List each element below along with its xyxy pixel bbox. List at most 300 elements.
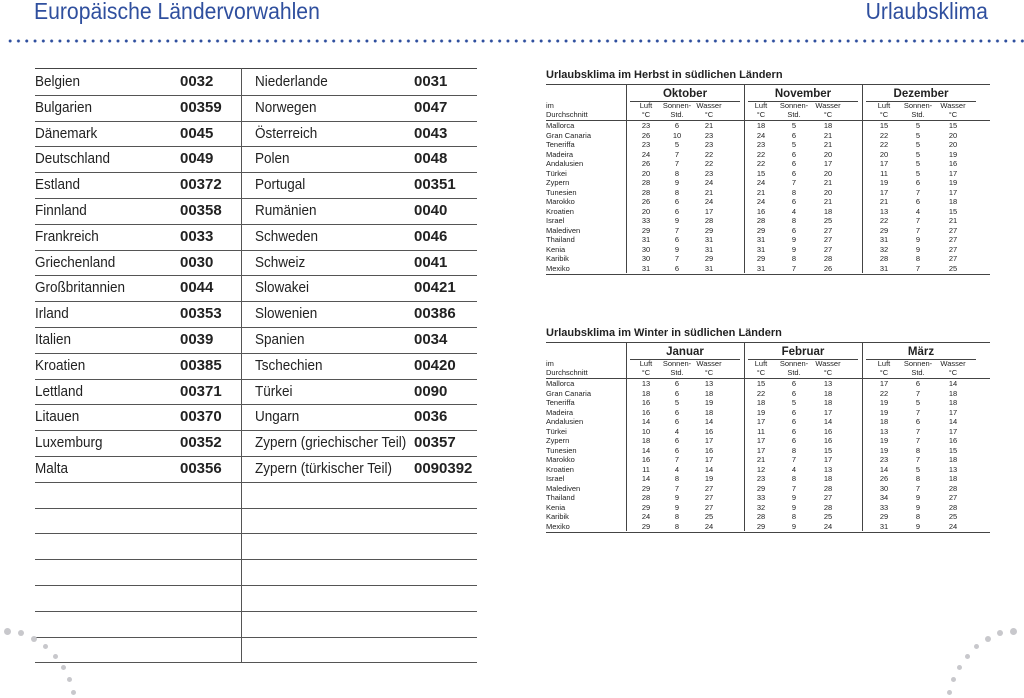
climate-value: 15 bbox=[879, 121, 889, 130]
climate-value: 15 bbox=[948, 445, 958, 455]
month-header: November bbox=[774, 88, 832, 100]
table-row bbox=[546, 389, 990, 399]
country-name: Türkei bbox=[255, 382, 293, 400]
climate-value: 28 bbox=[641, 187, 651, 197]
destination-name: Kroatien bbox=[546, 464, 574, 474]
table-row bbox=[35, 327, 477, 354]
subheader-unit: °C bbox=[704, 109, 714, 119]
destination-name: Mallorca bbox=[546, 121, 575, 130]
destination-name: Madeira bbox=[546, 407, 574, 417]
climate-value: 24 bbox=[756, 197, 766, 206]
destination-name: Marokko bbox=[546, 455, 575, 464]
subheader-unit: °C bbox=[823, 367, 833, 377]
climate-value: 17 bbox=[948, 168, 958, 178]
country-name: Luxemburg bbox=[35, 434, 103, 452]
table-row bbox=[546, 159, 990, 169]
climate-value: 6 bbox=[674, 263, 680, 273]
column-subheader bbox=[690, 360, 728, 377]
table-row bbox=[546, 455, 990, 465]
climate-value: 20 bbox=[948, 140, 958, 149]
climate-value: 6 bbox=[791, 417, 797, 426]
climate-value: 13 bbox=[641, 379, 651, 388]
subheader-line: Luft bbox=[639, 359, 653, 368]
climate-table-autumn bbox=[546, 69, 990, 279]
climate-value: 4 bbox=[674, 426, 680, 436]
climate-value: 25 bbox=[948, 512, 958, 521]
column-subheader bbox=[775, 102, 813, 119]
table-row bbox=[35, 482, 477, 509]
climate-value: 6 bbox=[915, 178, 921, 187]
climate-value: 17 bbox=[948, 426, 958, 436]
climate-value: 13 bbox=[823, 379, 833, 388]
climate-value: 6 bbox=[791, 168, 797, 178]
month-header: Dezember bbox=[893, 88, 949, 100]
climate-value: 18 bbox=[879, 417, 889, 426]
climate-value: 15 bbox=[823, 445, 833, 455]
subheader-unit: Std. bbox=[787, 367, 801, 377]
climate-value: 27 bbox=[948, 235, 958, 244]
climate-value: 18 bbox=[948, 388, 958, 398]
climate-value: 5 bbox=[915, 159, 921, 168]
climate-value: 14 bbox=[641, 417, 651, 426]
climate-value: 6 bbox=[791, 426, 797, 436]
climate-value: 6 bbox=[674, 121, 680, 130]
table-row bbox=[35, 508, 477, 535]
climate-value: 19 bbox=[879, 407, 889, 417]
climate-value: 21 bbox=[756, 455, 766, 464]
climate-value: 18 bbox=[641, 388, 651, 398]
climate-value: 16 bbox=[756, 206, 766, 216]
climate-value: 9 bbox=[915, 244, 921, 254]
subheader-unit: °C bbox=[641, 367, 651, 377]
country-name: Kroatien bbox=[35, 356, 86, 374]
climate-value: 27 bbox=[948, 254, 958, 263]
climate-value: 17 bbox=[879, 379, 889, 388]
climate-value: 22 bbox=[756, 149, 766, 159]
country-name: Dänemark bbox=[35, 124, 98, 142]
climate-value: 7 bbox=[791, 455, 797, 464]
table-row bbox=[35, 95, 477, 122]
climate-value: 14 bbox=[704, 417, 714, 426]
climate-value: 27 bbox=[704, 483, 714, 493]
climate-value: 23 bbox=[704, 140, 714, 149]
subheader-line: Luft bbox=[754, 359, 768, 368]
climate-value: 6 bbox=[674, 379, 680, 388]
table-row bbox=[35, 121, 477, 148]
climate-value: 17 bbox=[823, 407, 833, 417]
climate-value: 7 bbox=[915, 455, 921, 464]
subheader-unit: °C bbox=[756, 109, 766, 119]
subheader-line: Luft bbox=[877, 101, 891, 110]
climate-value: 16 bbox=[641, 398, 651, 407]
climate-value: 5 bbox=[674, 140, 680, 149]
climate-value: 5 bbox=[674, 398, 680, 407]
table-top-rule bbox=[546, 342, 990, 343]
climate-value: 9 bbox=[674, 493, 680, 502]
climate-value: 31 bbox=[641, 235, 651, 244]
climate-value: 6 bbox=[791, 159, 797, 168]
subheader-line: Wasser bbox=[696, 101, 722, 110]
country-name: Slowakei bbox=[255, 279, 310, 297]
subheader-line: Wasser bbox=[815, 101, 841, 110]
climate-value: 5 bbox=[791, 140, 797, 149]
climate-value: 16 bbox=[704, 445, 714, 455]
dialing-code: 00420 bbox=[414, 356, 456, 374]
table-row bbox=[35, 198, 477, 225]
climate-value: 5 bbox=[915, 140, 921, 149]
table-row bbox=[546, 197, 990, 207]
country-name: Schweiz bbox=[255, 253, 306, 271]
dialing-code: 0047 bbox=[414, 98, 448, 116]
climate-value: 13 bbox=[879, 426, 889, 436]
subheader-unit: °C bbox=[823, 109, 833, 119]
dialing-code: 00359 bbox=[180, 98, 222, 116]
subheader-unit: Std. bbox=[911, 109, 925, 119]
climate-value: 6 bbox=[674, 445, 680, 455]
table-row bbox=[546, 121, 990, 131]
dialing-code: 0048 bbox=[414, 150, 448, 168]
climate-value: 8 bbox=[674, 512, 680, 521]
column-subheader bbox=[775, 360, 813, 377]
climate-value: 20 bbox=[823, 149, 833, 159]
climate-value: 16 bbox=[704, 426, 714, 436]
country-name: Finnland bbox=[35, 202, 87, 219]
country-name: Belgien bbox=[35, 73, 81, 90]
climate-value: 23 bbox=[641, 121, 651, 130]
climate-value: 27 bbox=[823, 235, 833, 244]
table-row bbox=[546, 522, 990, 532]
decorative-dot bbox=[53, 654, 58, 659]
dialing-code: 0030 bbox=[180, 253, 214, 271]
climate-value: 20 bbox=[879, 149, 889, 159]
destination-name: Andalusien bbox=[546, 159, 584, 168]
climate-value: 29 bbox=[641, 483, 651, 493]
climate-value: 23 bbox=[756, 140, 766, 149]
climate-value: 13 bbox=[948, 464, 958, 474]
climate-value: 14 bbox=[641, 445, 651, 455]
climate-value: 16 bbox=[948, 159, 958, 168]
month-header: Februar bbox=[781, 346, 825, 358]
destination-name: Karibik bbox=[546, 512, 569, 521]
climate-value: 7 bbox=[915, 263, 921, 273]
decorative-dot bbox=[965, 654, 970, 659]
dialing-code: 0044 bbox=[180, 279, 214, 297]
country-name: Deutschland bbox=[35, 150, 111, 168]
month-header: März bbox=[907, 346, 935, 358]
climate-value: 9 bbox=[674, 178, 680, 187]
destination-name: Teneriffa bbox=[546, 398, 575, 407]
table-row bbox=[546, 417, 990, 427]
climate-value: 14 bbox=[948, 379, 958, 388]
climate-value: 16 bbox=[823, 426, 833, 436]
decorative-dot bbox=[997, 630, 1003, 636]
climate-table-winter bbox=[546, 327, 990, 537]
table-row bbox=[546, 226, 990, 236]
climate-value: 6 bbox=[674, 206, 680, 216]
climate-value: 6 bbox=[791, 379, 797, 388]
climate-value: 27 bbox=[948, 225, 958, 235]
subheader-line: Sonnen- bbox=[779, 359, 809, 368]
dialing-code: 0046 bbox=[414, 227, 448, 245]
climate-value: 12 bbox=[756, 464, 766, 474]
table-row bbox=[35, 585, 477, 612]
row-label-line: im bbox=[546, 101, 554, 110]
climate-value: 6 bbox=[674, 388, 680, 398]
table-bottom-rule bbox=[546, 274, 990, 275]
climate-value: 22 bbox=[704, 159, 714, 168]
subheader-line: Wasser bbox=[696, 359, 722, 368]
climate-value: 19 bbox=[756, 407, 766, 417]
climate-value: 8 bbox=[915, 474, 921, 483]
climate-value: 6 bbox=[674, 436, 680, 445]
climate-value: 21 bbox=[704, 187, 714, 197]
country-name: Schweden bbox=[255, 227, 319, 245]
climate-value: 31 bbox=[704, 244, 714, 254]
climate-value: 4 bbox=[791, 464, 797, 474]
climate-value: 30 bbox=[641, 244, 651, 254]
climate-value: 20 bbox=[641, 168, 651, 178]
climate-value: 28 bbox=[948, 502, 958, 512]
climate-value: 27 bbox=[948, 493, 958, 502]
destination-name: Kenia bbox=[546, 502, 566, 512]
climate-value: 15 bbox=[756, 379, 766, 388]
country-code-table bbox=[35, 68, 477, 664]
table-row bbox=[546, 207, 990, 217]
country-name: Rumänien bbox=[255, 202, 317, 219]
column-subheader bbox=[899, 360, 937, 377]
climate-value: 7 bbox=[915, 426, 921, 436]
country-name: Estland bbox=[35, 176, 81, 194]
climate-value: 29 bbox=[756, 225, 766, 235]
destination-name: Mallorca bbox=[546, 379, 575, 388]
climate-value: 7 bbox=[674, 483, 680, 493]
table-row bbox=[546, 512, 990, 522]
decorative-dot bbox=[957, 665, 962, 670]
climate-value: 16 bbox=[823, 436, 833, 445]
climate-value: 28 bbox=[823, 502, 833, 512]
climate-value: 18 bbox=[948, 455, 958, 464]
climate-value: 16 bbox=[641, 455, 651, 464]
decorative-dot bbox=[43, 644, 48, 649]
column-subheader bbox=[934, 360, 972, 377]
decorative-dot bbox=[1010, 628, 1017, 635]
climate-value: 18 bbox=[641, 436, 651, 445]
decorative-dot bbox=[61, 665, 66, 670]
climate-value: 31 bbox=[879, 235, 889, 244]
column-subheader bbox=[865, 360, 903, 377]
climate-value: 8 bbox=[674, 187, 680, 197]
climate-value: 14 bbox=[879, 464, 889, 474]
subheader-line: Wasser bbox=[940, 101, 966, 110]
climate-value: 5 bbox=[915, 121, 921, 130]
table-row bbox=[35, 353, 477, 380]
table-row bbox=[35, 275, 477, 302]
climate-value: 9 bbox=[791, 502, 797, 512]
climate-value: 21 bbox=[823, 140, 833, 149]
table-row bbox=[546, 427, 990, 437]
subheader-line: Sonnen- bbox=[779, 101, 809, 110]
destination-name: Israel bbox=[546, 474, 565, 483]
climate-value: 33 bbox=[641, 216, 651, 225]
table-row bbox=[35, 301, 477, 328]
climate-table-title: Urlaubsklima im Herbst in südlichen Ländern bbox=[546, 69, 783, 81]
climate-value: 6 bbox=[791, 197, 797, 206]
subheader-unit: °C bbox=[879, 367, 889, 377]
country-name: Litauen bbox=[35, 408, 80, 426]
column-subheader bbox=[690, 102, 728, 119]
climate-value: 17 bbox=[756, 445, 766, 455]
country-name: Spanien bbox=[255, 331, 305, 348]
country-name: Malta bbox=[35, 460, 69, 477]
climate-value: 8 bbox=[674, 168, 680, 178]
row-label-line: im bbox=[546, 359, 554, 368]
dialing-code: 00358 bbox=[180, 202, 222, 219]
climate-value: 11 bbox=[642, 464, 650, 474]
climate-value: 6 bbox=[915, 379, 921, 388]
climate-value: 25 bbox=[948, 263, 958, 273]
country-name: Frankreich bbox=[35, 227, 99, 245]
month-header: Januar bbox=[666, 346, 704, 358]
climate-value: 7 bbox=[674, 149, 680, 159]
climate-value: 8 bbox=[791, 512, 797, 521]
climate-value: 17 bbox=[948, 187, 958, 197]
climate-value: 31 bbox=[879, 521, 889, 531]
climate-value: 9 bbox=[791, 235, 797, 244]
column-subheader bbox=[865, 102, 903, 119]
destination-name: Mexiko bbox=[546, 263, 570, 273]
climate-value: 24 bbox=[704, 521, 714, 531]
decorative-dot bbox=[18, 630, 24, 636]
table-row bbox=[35, 146, 477, 173]
climate-value: 31 bbox=[756, 235, 766, 244]
climate-value: 18 bbox=[948, 474, 958, 483]
decorative-dot bbox=[947, 690, 952, 695]
table-row bbox=[546, 446, 990, 456]
climate-value: 22 bbox=[879, 388, 889, 398]
climate-value: 28 bbox=[823, 483, 833, 493]
climate-value: 30 bbox=[641, 254, 651, 263]
dialing-code: 0036 bbox=[414, 408, 448, 426]
column-subheader bbox=[809, 360, 847, 377]
climate-value: 34 bbox=[879, 493, 889, 502]
dotted-divider bbox=[6, 38, 1024, 44]
climate-value: 17 bbox=[823, 455, 833, 464]
dialing-code: 00356 bbox=[180, 460, 222, 477]
destination-name: Mexiko bbox=[546, 521, 570, 531]
climate-value: 24 bbox=[756, 130, 766, 140]
dialing-code: 00351 bbox=[414, 176, 456, 194]
climate-value: 6 bbox=[791, 436, 797, 445]
table-row bbox=[546, 436, 990, 446]
subheader-unit: Std. bbox=[911, 367, 925, 377]
climate-value: 23 bbox=[704, 168, 714, 178]
table-row bbox=[546, 245, 990, 255]
climate-value: 9 bbox=[915, 521, 921, 531]
page-title-left: Europäische Ländervorwahlen bbox=[34, 0, 320, 24]
country-name: Großbritannien bbox=[35, 279, 126, 297]
climate-value: 19 bbox=[879, 445, 889, 455]
climate-value: 22 bbox=[704, 149, 714, 159]
climate-value: 18 bbox=[823, 206, 833, 216]
climate-value: 29 bbox=[704, 225, 714, 235]
climate-value: 21 bbox=[823, 197, 833, 206]
climate-value: 23 bbox=[641, 140, 651, 149]
subheader-line: Luft bbox=[877, 359, 891, 368]
climate-value: 23 bbox=[704, 130, 714, 140]
destination-name: Zypern bbox=[546, 436, 570, 445]
climate-value: 18 bbox=[823, 388, 833, 398]
row-label-header bbox=[546, 102, 588, 119]
dialing-code: 00421 bbox=[414, 279, 456, 297]
destination-name: Zypern bbox=[546, 178, 570, 187]
row-label-header bbox=[546, 360, 588, 377]
climate-value: 8 bbox=[674, 521, 680, 531]
destination-name: Andalusien bbox=[546, 417, 584, 426]
climate-value: 22 bbox=[879, 140, 889, 149]
climate-value: 6 bbox=[674, 197, 680, 206]
climate-value: 27 bbox=[704, 493, 714, 502]
climate-value: 17 bbox=[704, 206, 714, 216]
climate-value: 6 bbox=[791, 407, 797, 417]
country-name: Portugal bbox=[255, 176, 306, 194]
table-row bbox=[546, 484, 990, 494]
dialing-code: 0034 bbox=[414, 331, 448, 348]
subheader-line: Sonnen- bbox=[903, 359, 933, 368]
climate-value: 23 bbox=[879, 455, 889, 464]
climate-value: 29 bbox=[704, 254, 714, 263]
table-bottom-rule bbox=[546, 532, 990, 533]
subheader-line: Wasser bbox=[940, 359, 966, 368]
climate-value: 9 bbox=[915, 493, 921, 502]
climate-value: 29 bbox=[756, 483, 766, 493]
table-row bbox=[546, 178, 990, 188]
climate-value: 21 bbox=[823, 130, 833, 140]
climate-table-title: Urlaubsklima im Winter in südlichen Ländern bbox=[546, 327, 782, 339]
page-title-right: Urlaubsklima bbox=[865, 0, 988, 24]
climate-value: 29 bbox=[756, 521, 766, 531]
climate-value: 8 bbox=[915, 445, 921, 455]
subheader-line: Wasser bbox=[815, 359, 841, 368]
climate-value: 28 bbox=[641, 178, 651, 187]
column-subheader bbox=[809, 102, 847, 119]
country-name: Österreich bbox=[255, 124, 318, 142]
table-row bbox=[35, 379, 477, 406]
table-row bbox=[35, 430, 477, 457]
dialing-code: 0041 bbox=[414, 253, 448, 271]
decorative-dot bbox=[4, 628, 11, 635]
climate-value: 31 bbox=[879, 263, 889, 273]
climate-value: 9 bbox=[674, 216, 680, 225]
climate-value: 6 bbox=[791, 225, 797, 235]
climate-value: 25 bbox=[704, 512, 714, 521]
country-name: Griechenland bbox=[35, 253, 116, 271]
dialing-code: 00370 bbox=[180, 408, 222, 426]
climate-value: 19 bbox=[704, 398, 714, 407]
table-row bbox=[35, 559, 477, 586]
climate-value: 24 bbox=[641, 149, 651, 159]
table-row bbox=[546, 188, 990, 198]
country-name: Irland bbox=[35, 305, 69, 323]
climate-value: 17 bbox=[879, 187, 889, 197]
dialing-code: 0033 bbox=[180, 227, 214, 245]
climate-value: 24 bbox=[948, 521, 958, 531]
subheader-line: Sonnen- bbox=[903, 101, 933, 110]
subheader-line: Sonnen- bbox=[662, 101, 692, 110]
subheader-unit: Std. bbox=[670, 367, 684, 377]
climate-value: 30 bbox=[879, 483, 889, 493]
dialing-code: 00386 bbox=[414, 305, 456, 323]
climate-value: 24 bbox=[756, 178, 766, 187]
